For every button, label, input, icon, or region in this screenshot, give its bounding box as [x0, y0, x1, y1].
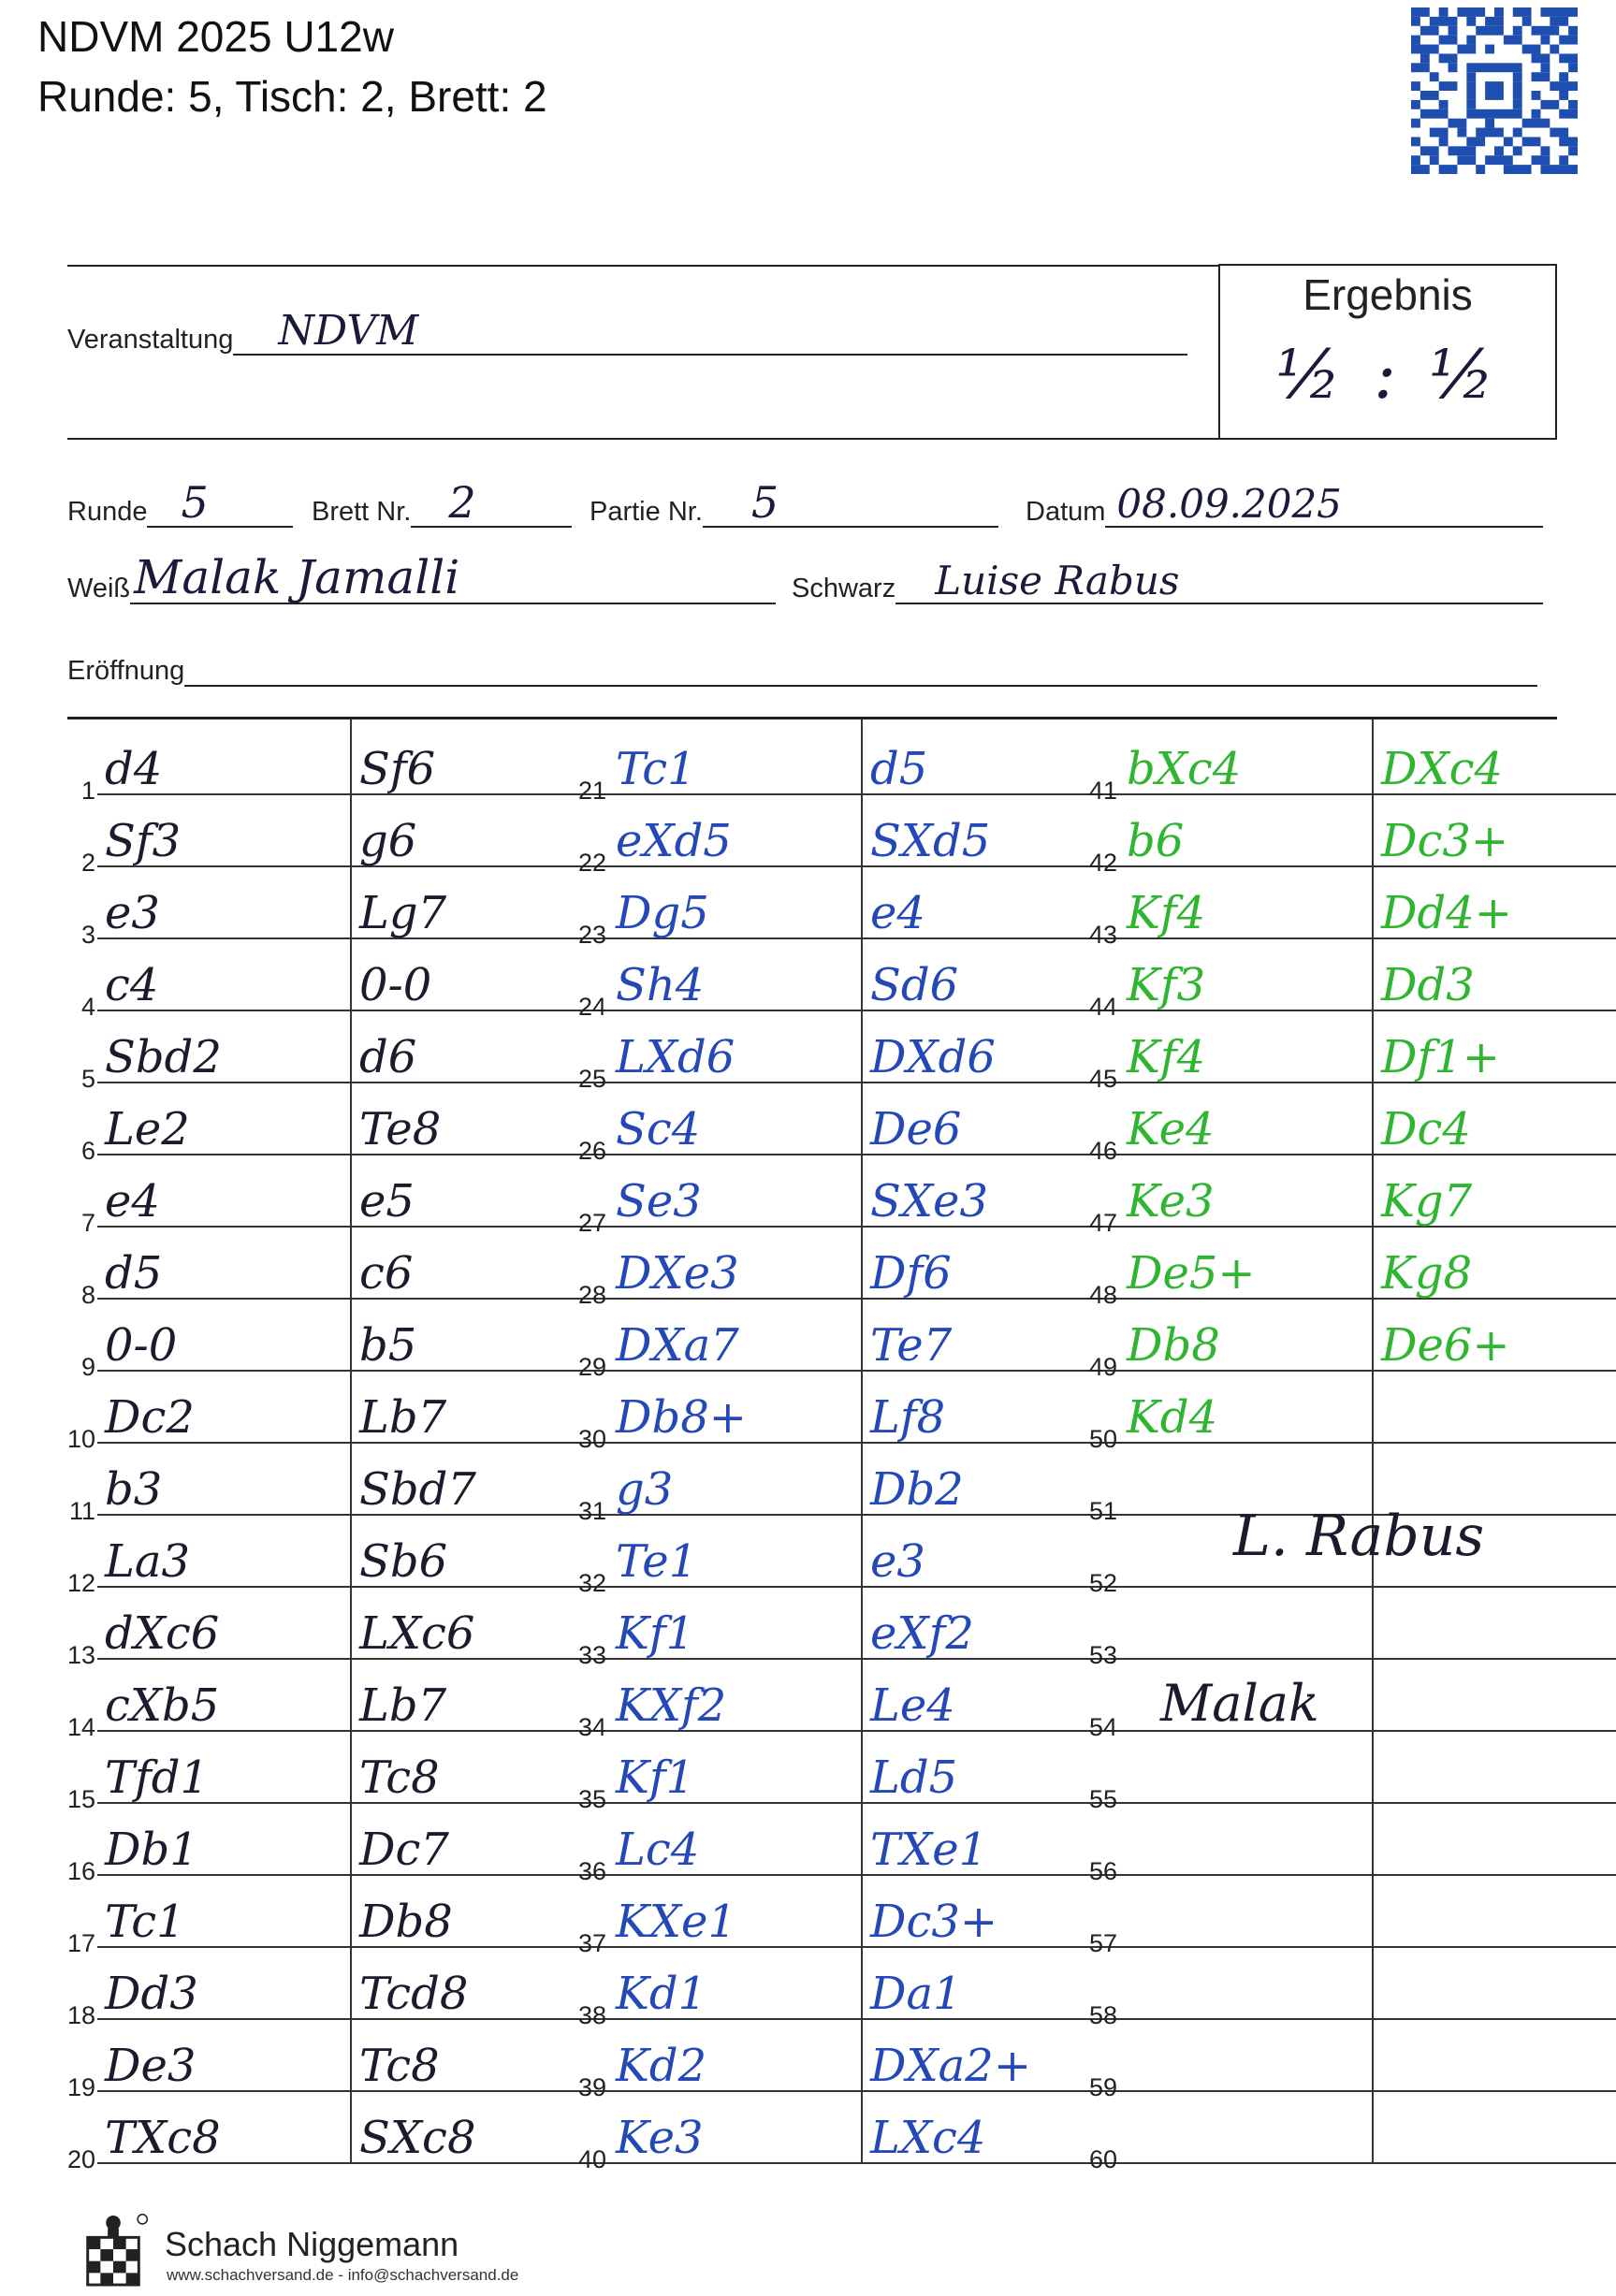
white-move: e4	[105, 1175, 160, 1228]
game-line[interactable]	[703, 475, 998, 528]
black-move: Tcd8	[359, 1968, 469, 2020]
black-move-cell[interactable]	[1374, 955, 1616, 1011]
event-value: NDVM	[278, 307, 419, 355]
move-number: 36	[577, 1857, 606, 1885]
white-line[interactable]	[130, 552, 776, 604]
white-move-cell[interactable]	[97, 955, 352, 1011]
white-move-cell[interactable]	[1119, 1243, 1374, 1300]
move-number: 57	[1088, 1929, 1117, 1957]
white-move: De3	[105, 2040, 197, 2092]
date-value: 08.09.2025	[1116, 481, 1342, 527]
black-field	[792, 552, 1543, 604]
white-move: Sc4	[616, 1103, 701, 1155]
white-move-cell[interactable]	[608, 1676, 863, 1732]
move-column-divider	[1372, 719, 1374, 2164]
white-move-cell[interactable]	[608, 811, 863, 867]
white-move: Dd3	[105, 1968, 198, 2020]
sheet-subtitle: Runde: 5, Tisch: 2, Brett: 2	[37, 72, 547, 121]
white-move-cell[interactable]	[608, 1820, 863, 1876]
moves-top-rule	[67, 717, 1557, 719]
white-move-cell[interactable]	[608, 1243, 863, 1300]
white-move-cell[interactable]	[97, 1027, 352, 1083]
black-line[interactable]	[895, 552, 1543, 604]
move-number: 46	[1088, 1137, 1117, 1165]
black-move-cell[interactable]	[1374, 1604, 1616, 1660]
white-move: b3	[105, 1463, 163, 1516]
board-line[interactable]	[411, 475, 572, 528]
black-move: Dc3+	[870, 1896, 998, 1948]
black-move-cell[interactable]	[1374, 2108, 1616, 2164]
move-number: 6	[80, 1137, 95, 1165]
chess-logo-icon	[77, 2212, 150, 2289]
move-number: 12	[66, 1569, 95, 1597]
black-move-cell[interactable]	[1374, 1964, 1616, 2020]
white-move-cell[interactable]	[608, 1171, 863, 1228]
black-move-cell[interactable]	[1374, 811, 1616, 867]
white-move-cell[interactable]	[97, 2108, 352, 2164]
black-move: Lg7	[359, 887, 447, 939]
black-move: Db2	[870, 1463, 964, 1516]
white-move: KXe1	[616, 1896, 736, 1948]
date-label: Datum	[1026, 497, 1106, 527]
white-move: LXd6	[616, 1031, 735, 1083]
move-number: 45	[1088, 1065, 1117, 1093]
black-move-cell[interactable]	[1374, 739, 1616, 795]
white-move: Te1	[616, 1535, 698, 1588]
move-number: 55	[1088, 1785, 1117, 1813]
white-move-cell[interactable]	[97, 1892, 352, 1948]
black-move: d6	[359, 1031, 417, 1083]
move-number: 20	[66, 2145, 95, 2173]
white-move: DXa7	[616, 1319, 739, 1372]
black-move: Ld5	[870, 1751, 958, 1804]
white-move: Tc1	[616, 743, 696, 795]
white-move-cell[interactable]	[97, 1388, 352, 1444]
move-number: 52	[1088, 1569, 1117, 1597]
opening-line[interactable]	[184, 646, 1537, 687]
white-move: De5+	[1127, 1247, 1256, 1300]
black-move: Dc7	[359, 1824, 449, 1876]
move-number: 17	[66, 1929, 95, 1957]
board-value: 2	[448, 477, 476, 528]
white-move-cell[interactable]	[608, 883, 863, 939]
white-move: d4	[105, 743, 163, 795]
white-move-cell[interactable]	[1119, 1604, 1374, 1660]
move-number: 51	[1088, 1497, 1117, 1525]
black-move-cell[interactable]	[1374, 883, 1616, 939]
white-move: d5	[105, 1247, 163, 1300]
white-move: Tc1	[105, 1896, 185, 1948]
move-number: 44	[1088, 993, 1117, 1021]
white-move-cell[interactable]	[97, 2036, 352, 2092]
white-move: Kf4	[1127, 1031, 1206, 1083]
move-number: 28	[577, 1281, 606, 1309]
move-number: 38	[577, 2001, 606, 2029]
move-number: 30	[577, 1425, 606, 1453]
date-field	[1026, 475, 1543, 528]
white-move-cell[interactable]	[608, 1892, 863, 1948]
white-move-cell[interactable]	[97, 1532, 352, 1588]
black-player-value: Luise Rabus	[935, 558, 1180, 603]
black-move: Le4	[870, 1679, 955, 1732]
white-move-cell[interactable]	[1119, 811, 1374, 867]
event-bottom-rule	[67, 438, 1218, 440]
white-move: Kd2	[616, 2040, 707, 2092]
white-move-cell[interactable]	[1119, 1099, 1374, 1155]
white-move: Dg5	[616, 887, 709, 939]
black-move: Lb7	[359, 1391, 447, 1444]
white-move: eXd5	[616, 815, 732, 867]
move-number: 37	[577, 1929, 606, 1957]
white-move: Kd4	[1127, 1391, 1218, 1444]
black-move: eXf2	[870, 1607, 974, 1660]
black-move: LXc4	[870, 2112, 986, 2164]
white-move-cell[interactable]	[1119, 739, 1374, 795]
white-move: Ke4	[1127, 1103, 1215, 1155]
black-move: Df6	[870, 1247, 952, 1300]
move-number: 54	[1088, 1713, 1117, 1741]
black-move: Df1+	[1381, 1031, 1501, 1083]
move-number: 33	[577, 1641, 606, 1669]
white-move-cell[interactable]	[97, 811, 352, 867]
black-move-cell[interactable]	[1374, 1027, 1616, 1083]
white-move-cell[interactable]	[1119, 1388, 1374, 1444]
white-move-cell[interactable]	[1119, 1748, 1374, 1804]
white-move-cell[interactable]	[97, 883, 352, 939]
move-number: 13	[66, 1641, 95, 1669]
white-move: cXb5	[105, 1679, 220, 1732]
game-value: 5	[750, 477, 779, 528]
date-line[interactable]	[1105, 475, 1543, 528]
white-move: Dc2	[105, 1391, 195, 1444]
white-move: Se3	[616, 1175, 702, 1228]
white-move-cell[interactable]	[97, 1964, 352, 2020]
white-move-cell[interactable]	[608, 1315, 863, 1372]
move-number: 2	[80, 849, 95, 877]
white-move: g3	[616, 1463, 674, 1516]
white-move: e3	[105, 887, 160, 939]
white-move-cell[interactable]	[1119, 2036, 1374, 2092]
black-move: Sd6	[870, 959, 959, 1011]
move-number: 50	[1088, 1425, 1117, 1453]
black-move-cell[interactable]	[1374, 1388, 1616, 1444]
white-move: DXe3	[616, 1247, 739, 1300]
move-number: 19	[66, 2073, 95, 2101]
black-move: DXd6	[870, 1031, 996, 1083]
black-move: Dd3	[1381, 959, 1475, 1011]
white-move: KXf2	[616, 1679, 727, 1732]
round-label: Runde	[67, 497, 148, 527]
black-move: c6	[359, 1247, 414, 1300]
black-move-cell[interactable]	[1374, 1243, 1616, 1300]
white-move: bXc4	[1127, 743, 1242, 795]
white-move: Kf1	[616, 1751, 695, 1804]
move-number: 49	[1088, 1353, 1117, 1381]
white-move: Sbd2	[105, 1031, 222, 1083]
white-move: Ke3	[616, 2112, 704, 2164]
white-move: Le2	[105, 1103, 190, 1155]
move-number: 3	[80, 921, 95, 949]
move-number: 29	[577, 1353, 606, 1381]
white-move-cell[interactable]	[97, 1243, 352, 1300]
black-move-cell[interactable]	[1374, 1315, 1616, 1372]
black-move-cell[interactable]	[1374, 1748, 1616, 1804]
move-number: 43	[1088, 921, 1117, 949]
black-move: d5	[870, 743, 928, 795]
move-number: 34	[577, 1713, 606, 1741]
black-move: Tc8	[359, 1751, 440, 1804]
result-box	[1218, 264, 1557, 440]
white-move: Lc4	[616, 1824, 700, 1876]
white-move-cell[interactable]	[608, 1460, 863, 1516]
black-move-cell[interactable]	[1374, 1820, 1616, 1876]
white-move-cell[interactable]	[608, 1027, 863, 1083]
white-field	[67, 552, 776, 604]
white-move: c4	[105, 959, 159, 1011]
signature-white: Malak	[1160, 1674, 1319, 1733]
move-number: 60	[1088, 2145, 1117, 2173]
white-move-cell[interactable]	[608, 2108, 863, 2164]
black-move: SXe3	[870, 1175, 988, 1228]
move-number: 42	[1088, 849, 1117, 877]
white-move: b6	[1127, 815, 1185, 867]
white-move-cell[interactable]	[97, 1604, 352, 1660]
black-move: Sbd7	[359, 1463, 476, 1516]
event-field	[67, 309, 1187, 356]
move-number: 9	[80, 1353, 95, 1381]
black-move: Lf8	[870, 1391, 946, 1444]
move-number: 35	[577, 1785, 606, 1813]
game-label: Partie Nr.	[590, 497, 703, 527]
board-field	[312, 475, 572, 528]
white-move-cell[interactable]	[608, 1099, 863, 1155]
result-label: Ergebnis	[1303, 270, 1473, 319]
black-move: Sf6	[359, 743, 436, 795]
move-number: 56	[1088, 1857, 1117, 1885]
white-move-cell[interactable]	[1119, 1964, 1374, 2020]
move-number: 32	[577, 1569, 606, 1597]
signature-black: L. Rabus	[1233, 1504, 1485, 1569]
white-move: Db1	[105, 1824, 198, 1876]
black-move: e5	[359, 1175, 415, 1228]
move-column-divider	[350, 719, 352, 2164]
white-move-cell[interactable]	[1119, 1820, 1374, 1876]
opening-field	[67, 646, 1537, 687]
white-move-cell[interactable]	[608, 1532, 863, 1588]
black-move-cell[interactable]	[1374, 1171, 1616, 1228]
move-number: 26	[577, 1137, 606, 1165]
white-move-cell[interactable]	[97, 1171, 352, 1228]
move-number: 24	[577, 993, 606, 1021]
move-number: 4	[80, 993, 95, 1021]
white-move-cell[interactable]	[97, 1820, 352, 1876]
white-move-cell[interactable]	[608, 955, 863, 1011]
white-move: Ke3	[1127, 1175, 1215, 1228]
black-move: Dc4	[1381, 1103, 1471, 1155]
white-move: Kf1	[616, 1607, 695, 1660]
white-move: Db8	[1127, 1319, 1220, 1372]
white-move-cell[interactable]	[97, 1676, 352, 1732]
white-move: Kf4	[1127, 887, 1206, 939]
black-move: DXc4	[1381, 743, 1504, 795]
move-number: 59	[1088, 2073, 1117, 2101]
move-number: 21	[577, 777, 606, 805]
white-move-cell[interactable]	[1119, 883, 1374, 939]
white-player-value: Malak Jamalli	[134, 550, 460, 604]
black-move: Dc3+	[1381, 815, 1509, 867]
move-number: 40	[577, 2145, 606, 2173]
black-move-cell[interactable]	[1374, 1676, 1616, 1732]
result-value: ½ : ½	[1275, 335, 1500, 414]
game-field	[590, 475, 998, 528]
white-move: dXc6	[105, 1607, 220, 1660]
black-move: Da1	[870, 1968, 962, 2020]
white-move-cell[interactable]	[97, 1460, 352, 1516]
black-move: Tc8	[359, 2040, 440, 2092]
round-line[interactable]	[147, 475, 293, 528]
black-move: TXe1	[870, 1824, 988, 1876]
black-move: SXd5	[870, 815, 991, 867]
black-move: DXa2+	[870, 2040, 1032, 2092]
white-move: Db8+	[616, 1391, 747, 1444]
move-number: 25	[577, 1065, 606, 1093]
sheet-title: NDVM 2025 U12w	[37, 12, 394, 61]
white-move-cell[interactable]	[1119, 1027, 1374, 1083]
black-move: Dd4+	[1381, 887, 1512, 939]
black-move: Db8	[359, 1896, 453, 1948]
black-move: Te8	[359, 1103, 442, 1155]
white-move-cell[interactable]	[608, 2036, 863, 2092]
move-number: 14	[66, 1713, 95, 1741]
black-move: Kg7	[1381, 1175, 1473, 1228]
move-number: 39	[577, 2073, 606, 2101]
black-move: Lb7	[359, 1679, 447, 1732]
black-move: Te7	[870, 1319, 953, 1372]
move-column-divider	[861, 719, 863, 2164]
white-move: Sh4	[616, 959, 705, 1011]
white-move: Sf3	[105, 815, 182, 867]
brand-name: Schach Niggemann	[165, 2225, 459, 2263]
white-move-cell[interactable]	[1119, 1171, 1374, 1228]
white-move: TXc8	[105, 2112, 221, 2164]
white-move-cell[interactable]	[608, 1604, 863, 1660]
black-move: LXc6	[359, 1607, 475, 1660]
black-move: De6	[870, 1103, 962, 1155]
move-number: 1	[80, 777, 95, 805]
move-number: 5	[80, 1065, 95, 1093]
black-move: Kg8	[1381, 1247, 1473, 1300]
brand-contact: www.schachversand.de - info@schachversand.de	[167, 2266, 519, 2284]
board-label: Brett Nr.	[312, 497, 412, 527]
white-move: Kd1	[616, 1968, 707, 2020]
black-move: Sb6	[359, 1535, 448, 1588]
black-move-cell[interactable]	[1374, 1099, 1616, 1155]
move-number: 53	[1088, 1641, 1117, 1669]
white-move-cell[interactable]	[1119, 1315, 1374, 1372]
white-move-cell[interactable]	[97, 1099, 352, 1155]
move-number: 48	[1088, 1281, 1117, 1309]
move-number: 7	[80, 1209, 95, 1237]
white-move-cell[interactable]	[608, 1388, 863, 1444]
round-field	[67, 475, 293, 528]
black-move-cell[interactable]	[1374, 1892, 1616, 1948]
black-label: Schwarz	[792, 574, 896, 603]
move-number: 41	[1088, 777, 1117, 805]
move-number: 27	[577, 1209, 606, 1237]
event-line[interactable]	[233, 309, 1187, 356]
move-number: 22	[577, 849, 606, 877]
white-move-cell[interactable]	[97, 739, 352, 795]
black-move: e4	[870, 887, 925, 939]
top-rule	[67, 265, 1218, 267]
black-move: SXc8	[359, 2112, 476, 2164]
white-move-cell[interactable]	[97, 1748, 352, 1804]
move-number: 18	[66, 2001, 95, 2029]
black-move-cell[interactable]	[1374, 2036, 1616, 2092]
qr-code-icon	[1411, 7, 1578, 174]
move-number: 16	[66, 1857, 95, 1885]
white-move: Kf3	[1127, 959, 1206, 1011]
event-label: Veranstaltung	[67, 325, 234, 355]
white-move: Tfd1	[105, 1751, 210, 1804]
move-number: 11	[68, 1497, 95, 1525]
move-number: 58	[1088, 2001, 1117, 2029]
white-move-cell[interactable]	[1119, 1892, 1374, 1948]
move-number: 47	[1088, 1209, 1117, 1237]
white-move-cell[interactable]	[608, 739, 863, 795]
move-number: 8	[80, 1281, 95, 1309]
white-move-cell[interactable]	[97, 1315, 352, 1372]
white-move: 0-0	[105, 1319, 178, 1372]
move-number: 10	[66, 1425, 95, 1453]
black-move: 0-0	[359, 959, 432, 1011]
black-move: b5	[359, 1319, 417, 1372]
move-number: 23	[577, 921, 606, 949]
black-move: g6	[359, 815, 417, 867]
opening-label: Eröffnung	[67, 656, 185, 686]
white-move-cell[interactable]	[1119, 955, 1374, 1011]
white-move: La3	[105, 1535, 191, 1588]
white-label: Weiß	[67, 574, 131, 603]
black-move: De6+	[1381, 1319, 1510, 1372]
black-move: e3	[870, 1535, 925, 1588]
move-number: 15	[66, 1785, 95, 1813]
white-move-cell[interactable]	[608, 1964, 863, 2020]
move-number: 31	[577, 1497, 606, 1525]
round-value: 5	[181, 477, 209, 528]
white-move-cell[interactable]	[608, 1748, 863, 1804]
white-move-cell[interactable]	[1119, 2108, 1374, 2164]
